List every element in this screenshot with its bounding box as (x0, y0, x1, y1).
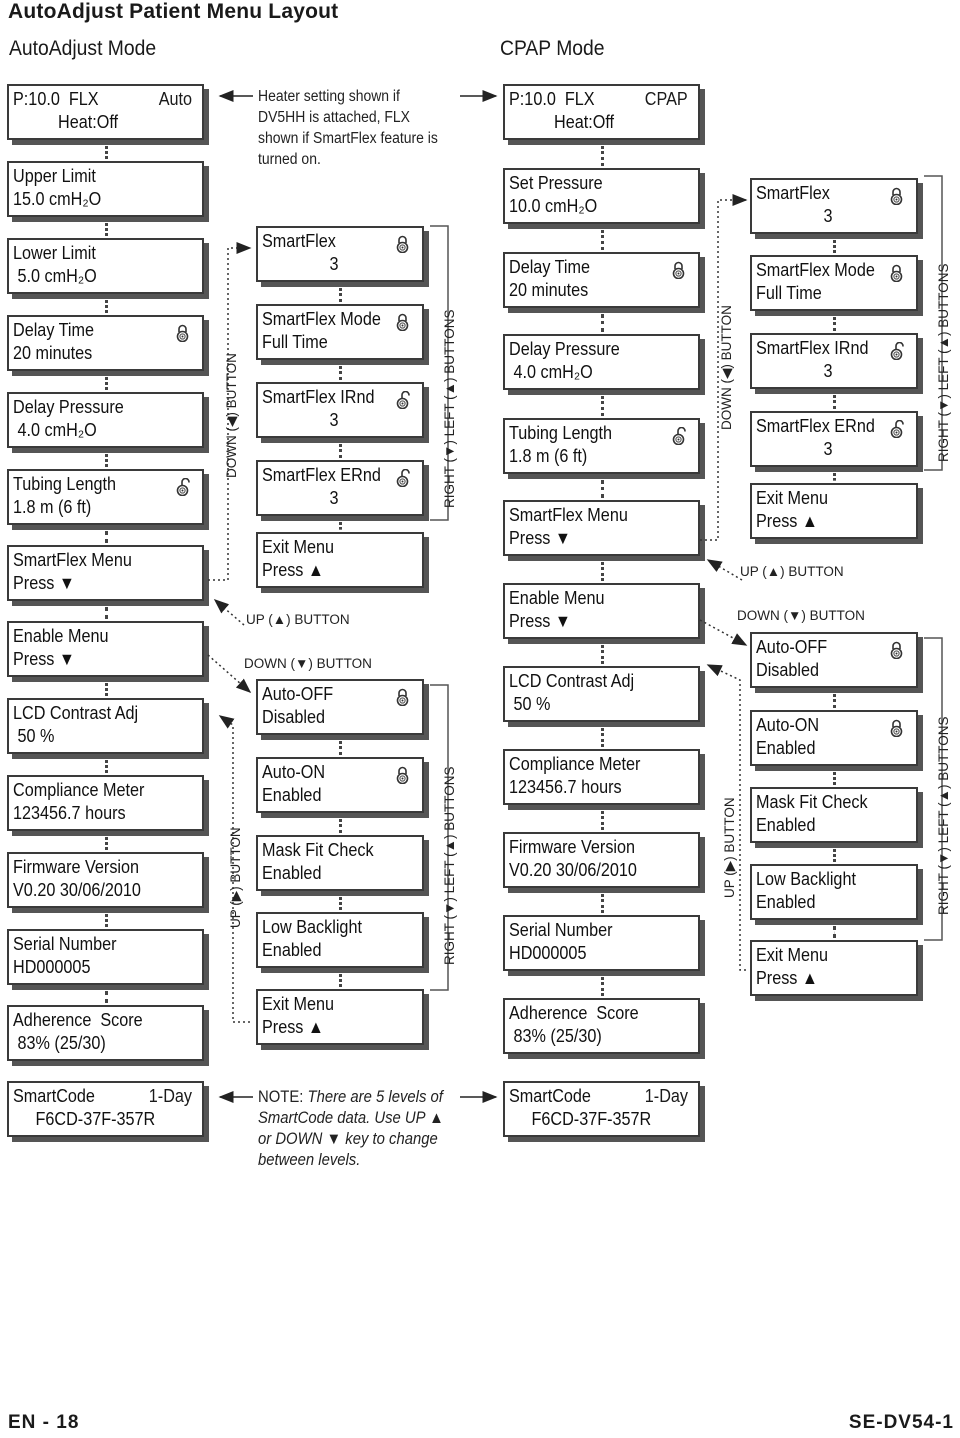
footer-doc-code: SE-DV54-1 (848, 1412, 954, 1433)
lcd-line-2: Disabled (262, 707, 326, 727)
lcd-line-2: 3 (756, 439, 833, 459)
smartcode-note (258, 1087, 444, 1171)
lcd-line-2: Enabled (756, 815, 816, 835)
lcd-line-2: Press ▼ (13, 573, 75, 593)
lcd-line-1: Exit Menu (756, 488, 829, 508)
lcd-line-2: Press ▼ (509, 611, 571, 631)
lcd-line-1: P:10.0 FLX (509, 89, 595, 109)
lcd-line-2: 5.0 cmH₂O (13, 266, 97, 286)
lcd-line-2: Press ▲ (262, 560, 324, 580)
lcd-mode-indicator: 1-Day (148, 1086, 192, 1106)
lcd-line-2: 3 (756, 206, 833, 226)
lcd-line-1: LCD Contrast Adj (509, 671, 635, 691)
lcd-line-1: SmartFlex Menu (509, 505, 628, 525)
heater-note-line: DV5HH is attached, FLX (258, 109, 410, 126)
lcd-line-2: 1.8 m (6 ft) (13, 497, 92, 517)
page-title: AutoAdjust Patient Menu Layout (8, 0, 339, 23)
lcd-line-2: 83% (25/30) (509, 1026, 602, 1046)
lcd-line-1: Enable Menu (509, 588, 605, 608)
lcd-line-2: 3 (262, 254, 339, 274)
note-text: There are 5 levels of (303, 1088, 443, 1106)
up-right-button-label: UP (▶) BUTTON (722, 797, 737, 898)
lcd-line-1: Exit Menu (262, 994, 335, 1014)
lcd-line-2: 20 minutes (509, 280, 589, 300)
lcd-line-2: Enabled (756, 892, 816, 912)
note-text: between levels. (258, 1151, 361, 1169)
down-button-label: DOWN (▼) BUTTON (737, 608, 865, 623)
lcd-line-2: Enabled (262, 785, 322, 805)
lcd-line-2: Enabled (262, 863, 322, 883)
lcd-line-2: 10.0 cmH₂O (509, 196, 598, 216)
lcd-line-1: Compliance Meter (13, 780, 145, 800)
right-left-buttons-label: RIGHT (▼) LEFT (▲) BUTTONS (442, 309, 457, 508)
lcd-line-2: Enabled (756, 738, 816, 758)
lcd-line-1: Auto-OFF (756, 637, 828, 657)
lcd-line-1: Delay Pressure (509, 339, 620, 359)
lcd-line-2: Heat:Off (509, 112, 615, 132)
lcd-line-1: Low Backlight (756, 869, 856, 889)
down-left-button-label: DOWN (◀) BUTTON (719, 305, 734, 430)
lcd-line-1: Tubing Length (13, 474, 116, 494)
lcd-line-1: Mask Fit Check (756, 792, 868, 812)
lcd-line-1: Adherence Score (13, 1010, 143, 1030)
lcd-line-1: LCD Contrast Adj (13, 703, 139, 723)
up-right-button-label: UP (▶) BUTTON (228, 827, 243, 928)
lcd-line-2: 50 % (509, 694, 551, 714)
lcd-line-1: SmartFlex IRnd (756, 338, 869, 358)
lcd-line-1: Enable Menu (13, 626, 109, 646)
heater-note-line: turned on. (258, 151, 321, 168)
lcd-line-1: Low Backlight (262, 917, 362, 937)
lcd-line-1: SmartCode (13, 1086, 95, 1106)
lcd-line-2: 123456.7 hours (13, 803, 126, 823)
lcd-line-2: HD000005 (509, 943, 587, 963)
heater-note-line: shown if SmartFlex feature is (258, 130, 438, 147)
lcd-line-2: F6CD-37F-357R (509, 1109, 652, 1129)
lcd-line-1: Upper Limit (13, 166, 96, 186)
lcd-line-1: SmartFlex IRnd (262, 387, 375, 407)
lcd-line-1: SmartFlex (262, 231, 336, 251)
lcd-line-2: 3 (756, 361, 833, 381)
lcd-line-2: 3 (262, 410, 339, 430)
lcd-line-2: 4.0 cmH₂O (509, 362, 593, 382)
lcd-line-1: Adherence Score (509, 1003, 639, 1023)
lcd-line-1: SmartFlex ERnd (756, 416, 875, 436)
cpap-mode-title: CPAP Mode (500, 37, 605, 60)
lcd-line-1: Auto-ON (262, 762, 326, 782)
footer-page-number: EN - 18 (8, 1412, 80, 1433)
lcd-line-1: Serial Number (509, 920, 613, 940)
heater-note-line: Heater setting shown if (258, 88, 400, 105)
autoadjust-mode-title: AutoAdjust Mode (9, 37, 157, 60)
note-text: SmartCode data. Use UP ▲ (258, 1109, 444, 1127)
up-button-label: UP (▲) BUTTON (740, 564, 844, 579)
lcd-line-2: 20 minutes (13, 343, 93, 363)
lcd-line-1: Compliance Meter (509, 754, 641, 774)
lcd-line-1: SmartFlex Menu (13, 550, 132, 570)
lcd-line-2: Disabled (756, 660, 820, 680)
lcd-line-1: Delay Time (13, 320, 95, 340)
up-button-label: UP (▲) BUTTON (246, 612, 350, 627)
lcd-line-1: Auto-ON (756, 715, 820, 735)
lcd-line-2: 15.0 cmH₂O (13, 189, 102, 209)
lcd-line-2: 123456.7 hours (509, 777, 622, 797)
right-left-buttons-label: RIGHT (▼) LEFT (▲) BUTTONS (936, 263, 951, 462)
lcd-line-1: Mask Fit Check (262, 840, 374, 860)
lcd-line-1: Set Pressure (509, 173, 603, 193)
note-text: or DOWN ▼ key to change (258, 1130, 438, 1148)
lcd-line-1: Firmware Version (509, 837, 636, 857)
lcd-line-1: SmartFlex Mode (756, 260, 875, 280)
down-button-label: DOWN (▼) BUTTON (244, 656, 372, 671)
lcd-line-2: Press ▼ (509, 528, 571, 548)
lcd-line-1: SmartCode (509, 1086, 591, 1106)
lcd-line-2: 83% (25/30) (13, 1033, 106, 1053)
lcd-mode-indicator: CPAP (645, 89, 688, 109)
lcd-line-1: Auto-OFF (262, 684, 334, 704)
lcd-line-1: Delay Pressure (13, 397, 124, 417)
lcd-line-1: SmartFlex ERnd (262, 465, 381, 485)
lcd-line-2: Enabled (262, 940, 322, 960)
lcd-line-2: 4.0 cmH₂O (13, 420, 97, 440)
lcd-line-2: Heat:Off (13, 112, 119, 132)
lcd-line-1: Firmware Version (13, 857, 140, 877)
lcd-line-2: 3 (262, 488, 339, 508)
lcd-line-1: Delay Time (509, 257, 591, 277)
lcd-line-2: Full Time (756, 283, 822, 303)
heater-note (258, 86, 438, 170)
lcd-line-2: HD000005 (13, 957, 91, 977)
lcd-line-1: Exit Menu (756, 945, 829, 965)
lcd-line-1: Lower Limit (13, 243, 96, 263)
lcd-line-2: Full Time (262, 332, 328, 352)
lcd-line-1: Serial Number (13, 934, 117, 954)
lcd-line-2: V0.20 30/06/2010 (509, 860, 637, 880)
lcd-mode-indicator: Auto (158, 89, 192, 109)
lcd-line-2: V0.20 30/06/2010 (13, 880, 141, 900)
lcd-line-1: P:10.0 FLX (13, 89, 99, 109)
lcd-line-2: 1.8 m (6 ft) (509, 446, 588, 466)
lcd-line-1: Exit Menu (262, 537, 335, 557)
lcd-line-2: Press ▲ (262, 1017, 324, 1037)
down-left-button-label: DOWN (◀) BUTTON (224, 353, 239, 478)
lcd-mode-indicator: 1-Day (644, 1086, 688, 1106)
lcd-line-2: 50 % (13, 726, 55, 746)
lcd-line-1: SmartFlex Mode (262, 309, 381, 329)
lcd-line-2: F6CD-37F-357R (13, 1109, 156, 1129)
lcd-line-2: Press ▼ (13, 649, 75, 669)
note-prefix: NOTE: (258, 1088, 304, 1106)
right-left-buttons-label: RIGHT (▼) LEFT (▲) BUTTONS (442, 766, 457, 965)
right-left-buttons-label: RIGHT (▼) LEFT (▲) BUTTONS (936, 716, 951, 915)
lcd-line-2: Press ▲ (756, 511, 818, 531)
lcd-line-1: SmartFlex (756, 183, 830, 203)
lcd-line-2: Press ▲ (756, 968, 818, 988)
lcd-line-1: Tubing Length (509, 423, 612, 443)
